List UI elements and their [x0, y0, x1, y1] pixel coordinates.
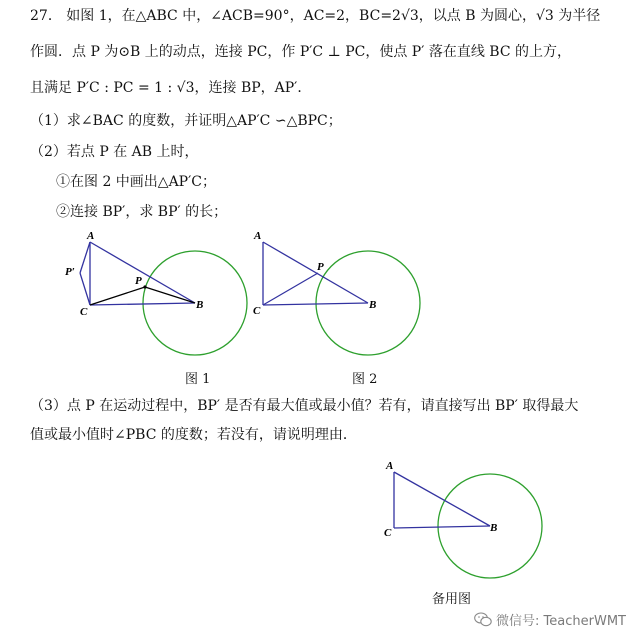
label-a: A	[254, 230, 262, 242]
segment-pb	[145, 287, 195, 303]
figure-1-caption: 图 1	[185, 372, 211, 387]
problem-line-3: 且满足 P′C : PC = 1 : √3，连接 BP，AP′．	[30, 80, 312, 96]
segment-ab	[263, 242, 368, 303]
label-p-prime: P′	[65, 266, 75, 278]
figure-3-caption: 备用图	[432, 592, 472, 607]
question-2-part-2: ②连接 BP′，求 BP′ 的长；	[56, 204, 228, 220]
question-2-part-1: ①在图 2 中画出△AP′C；	[56, 174, 216, 190]
segment-p-prime-c	[80, 273, 90, 305]
question-3-line-1: （3）点 P 在运动过程中，BP′ 是否有最大值或最小值？若有，请直接写出 BP′ 取得最大	[30, 398, 579, 414]
segment-ab	[90, 242, 195, 303]
segment-cb	[394, 526, 490, 528]
question-2: （2）若点 P 在 AB 上时，	[30, 144, 199, 160]
figure-3	[380, 458, 580, 588]
figure-2-caption: 图 2	[352, 372, 378, 387]
figure-1	[55, 225, 255, 370]
problem-line-2: 作圆．点 P 为⊙B 上的动点，连接 PC，作 P′C ⊥ PC，使点 P′ 落在直线 BC 的上方，	[30, 44, 571, 60]
label-c: C	[80, 306, 88, 318]
label-c: C	[253, 305, 261, 317]
label-b: B	[369, 299, 377, 311]
label-p: P	[317, 261, 324, 273]
segment-pc	[263, 273, 318, 305]
label-b: B	[196, 299, 204, 311]
segment-ap-prime	[80, 242, 90, 273]
label-c: C	[384, 527, 392, 539]
wechat-icon	[474, 612, 492, 627]
segment-ab	[394, 472, 490, 526]
question-1: （1）求∠BAC 的度数，并证明△AP′C ∽△BPC；	[30, 113, 342, 129]
label-a: A	[87, 230, 95, 242]
point-p	[143, 285, 146, 288]
problem-line-1: 27． 如图 1，在△ABC 中，∠ACB=90°，AC=2，BC=2√3，以点 B 为圆心，√3 为半径	[30, 8, 601, 24]
segment-pc	[90, 287, 145, 305]
question-3-line-2: 值或最小值时∠PBC 的度数；若没有，请说明理由．	[30, 427, 357, 443]
label-b: B	[490, 522, 498, 534]
label-p: P	[135, 275, 142, 287]
label-a: A	[386, 460, 394, 472]
figure-2	[248, 225, 448, 370]
watermark-text: 微信号: TeacherWMT	[496, 614, 626, 629]
watermark	[474, 610, 626, 629]
